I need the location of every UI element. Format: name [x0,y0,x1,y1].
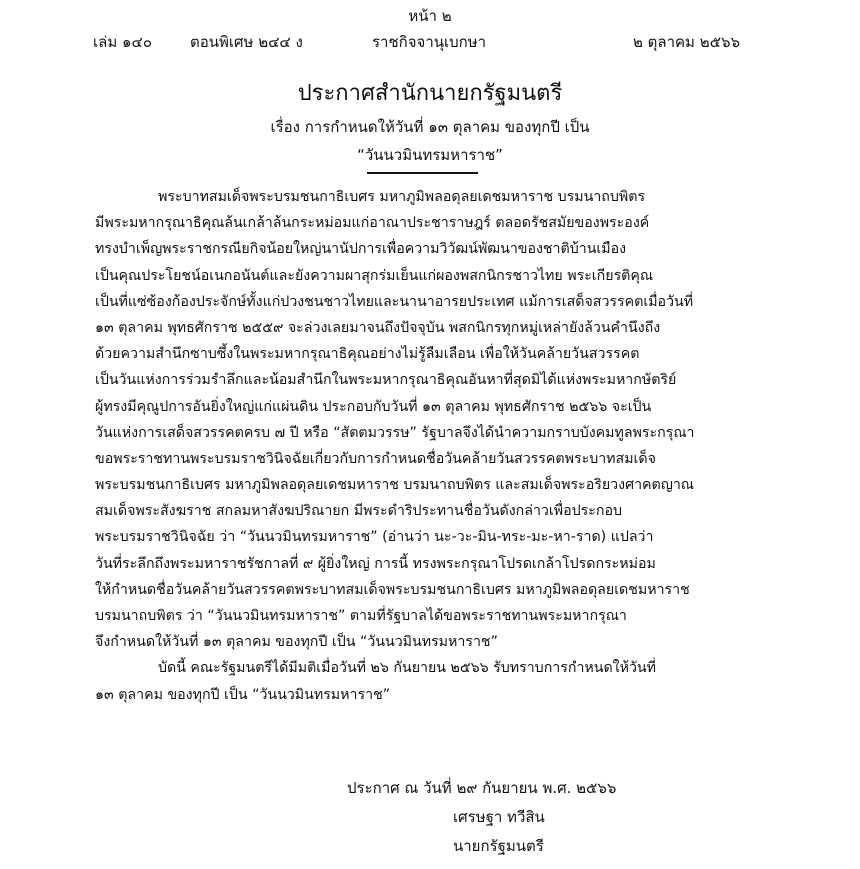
body-line: บัดนี้ คณะรัฐมนตรีได้มีมติเมื่อวันที่ ๒๖ กันยายน ๒๕๖๖ รับทราบการกำหนดให้วันที่ [158,660,656,677]
body-line: พระบาทสมเด็จพระบรมชนกาธิเบศร มหาภูมิพลอดุลยเดชมหาราช บรมนาถบพิตร [158,189,646,205]
page-number: หน้า ๒ [408,7,452,25]
announcement-subject: เรื่อง การกำหนดให้วันที่ ๑๓ ตุลาคม ของทุกปี เป็น [270,118,590,136]
volume-number: เล่ม ๑๔๐ [93,33,153,51]
body-line: ๑๓ ตุลาคม พุทธศักราช ๒๕๕๙ จะล่วงเลยมาจนถึงปัจจุบัน พสกนิกรทุกหมู่เหล่ายังล้วนคำนึงถึง [95,319,661,336]
announce-date: ประกาศ ณ วันที่ ๒๙ กันยายน พ.ศ. ๒๕๖๖ [347,779,617,797]
body-line: บรมนาถบพิตร ว่า “วันนวมินทรมหาราช” ตามที่รัฐบาลได้ขอพระราชทานพระมหากรุณา [95,608,627,624]
publication-date: ๒ ตุลาคม ๒๕๖๖ [633,33,740,51]
body-line: จึงกำหนดให้วันที่ ๑๓ ตุลาคม ของทุกปี เป็น “วันนวมินทรมหาราช” [95,634,498,651]
body-line: เป็นที่แซ่ซ้องก้องประจักษ์ทั้งแก่ปวงชนชาวไทยและนานาอารยประเทศ แม้การเสด็จสวรรคตเมื่อวันที่ [95,293,694,310]
body-line: ขอพระราชทานพระบรมราชวินิจฉัยเกี่ยวกับการกำหนดชื่อวันคล้ายวันสวรรคตพระบาทสมเด็จ [95,450,656,467]
signatory-position: นายกรัฐมนตรี [453,837,544,855]
body-line: วันแห่งการเสด็จสวรรคตครบ ๗ ปี หรือ “สัตตมวรรษ” รัฐบาลจึงได้นำความกราบบังคมทูลพระกรุณา [95,424,695,441]
body-line: ผู้ทรงมีคุณูปการอันยิ่งใหญ่แก่แผ่นดิน ประกอบกับวันที่ ๑๓ ตุลาคม พุทธศักราช ๒๕๖๖ จะเป็น [95,398,652,415]
body-line: ด้วยความสำนึกซาบซึ้งในพระมหากรุณาธิคุณอย่างไม่รู้ลืมเลือน เพื่อให้วันคล้ายวันสวรรคต [95,346,640,363]
announcement-body [95,184,767,708]
body-line: ๑๓ ตุลาคม ของทุกปี เป็น “วันนวมินทรมหาราช” [95,686,391,703]
body-line: สมเด็จพระสังฆราช สกลมหาสังฆปริณายก มีพระดำริประทานชื่อวันดังกล่าวเพื่อประกอบ [95,503,622,520]
body-line: วันที่ระลึกถึงพระมหาราชรัชกาลที่ ๙ ผู้ยิ่งใหญ่ การนี้ ทรงพระกรุณาโปรดเกล้าโปรดกระหม่อม [95,555,656,572]
body-line: มีพระมหากรุณาธิคุณล้นเกล้าล้นกระหม่อมแก่อาณาประชาราษฎร์ ตลอดรัชสมัยของพระองค์ [95,215,650,232]
section-number: ตอนพิเศษ ๒๔๔ ง [190,33,303,51]
announcement-subject-name: “วันนวมินทรมหาราช” [357,146,503,164]
body-line: พระบรมราชวินิจฉัย ว่า “วันนวมินทรมหาราช” (อ่านว่า นะ-วะ-มิน-ทระ-มะ-หา-ราด) แปลว่า [95,529,654,546]
title-divider [367,172,478,174]
body-line: ให้กำหนดชื่อวันคล้ายวันสวรรคตพระบาทสมเด็จพระบรมชนกาธิเบศร มหาภูมิพลอดุลยเดชมหาราช [95,581,690,598]
body-line: เป็นวันแห่งการร่วมรำลึกและน้อมสำนึกในพระมหากรุณาธิคุณอันหาที่สุดมิได้แห่งพระมหากษัตริย์ [95,372,677,389]
gazette-name: ราชกิจจานุเบกษา [372,33,487,51]
body-line: ทรงบำเพ็ญพระราชกรณียกิจน้อยใหญ่นานัปการเพื่อความวิวัฒน์พัฒนาของชาติบ้านเมือง [95,241,627,258]
signatory-name: เศรษฐา ทวีสิน [453,808,545,826]
announcement-title: ประกาศสำนักนายกรัฐมนตรี [297,81,563,106]
body-line: พระบรมชนกาธิเบศร มหาภูมิพลอดุลยเดชมหาราช บรมนาถบพิตร และสมเด็จพระอริยวงศาคตญาณ [95,477,694,494]
body-line: เป็นคุณประโยชน์อเนกอนันต์และยังความผาสุกร่มเย็นแก่ผองพสกนิกรชาวไทย พระเกียรติคุณ [95,267,654,284]
